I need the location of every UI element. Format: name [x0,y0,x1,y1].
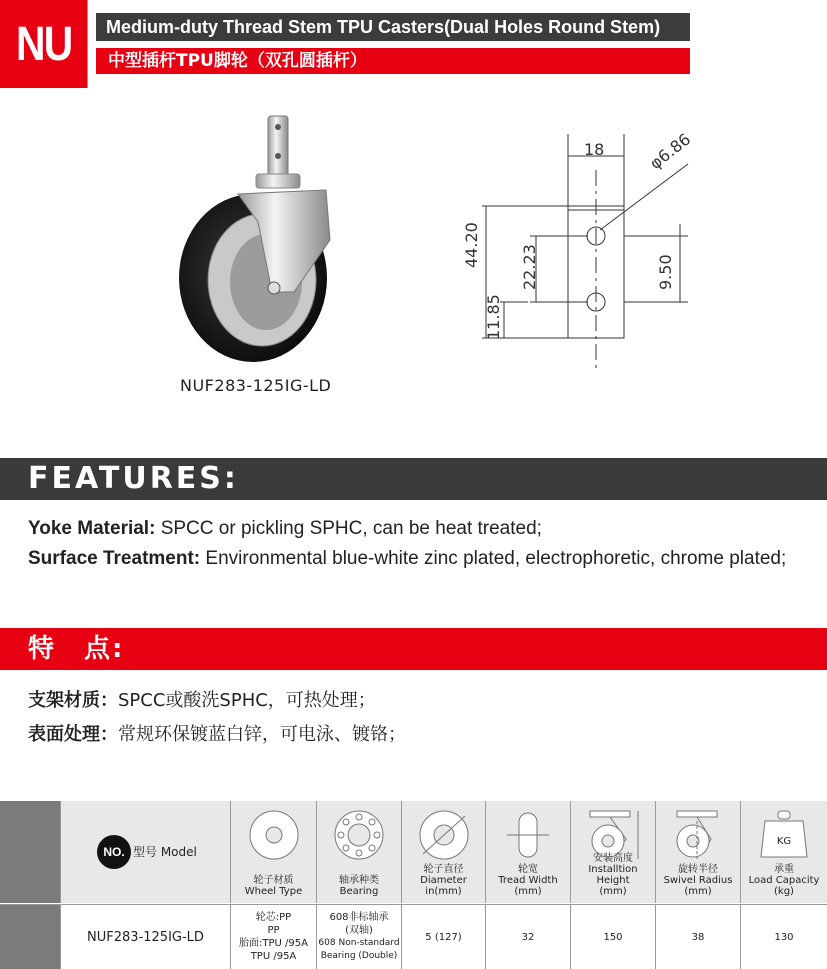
product-title-en: Medium-duty Thread Stem TPU Casters(Dual Holes Round Stem) [96,13,690,41]
row-marker-cell [0,904,61,969]
spec-table [0,801,827,969]
caster-photo [176,112,346,372]
weight-icon [753,809,815,861]
features-heading: FEATURES: [0,458,827,500]
feature-cn-surface: 表面处理：常规环保镀蓝白锌，可电泳、镀铬； [28,724,406,745]
header-model [61,801,231,903]
bearing-icon [328,809,390,861]
diameter-icon [413,809,475,861]
features-cn-heading: 特 点: [0,628,827,670]
dim-diameter-label: φ6.86 [646,129,695,173]
wheel-type-icon [243,809,305,861]
header-load: KG 承重 Load Capacity (kg) [741,801,827,903]
spec-corner-cell [0,801,61,903]
product-model-caption: NUF283-125IG-LD [180,376,332,395]
dim-bottom-label: 11.85 [484,294,503,340]
model-header-label: 型号 Model [133,845,197,859]
table-cell-bearing: 608非标轴承 (双轴) 608 Non-standard Bearing (Double) [317,904,402,969]
header-diameter: 轮子直径 Diameter in(mm) [402,801,486,903]
header-tread: 轮宽 Tread Width (mm) [486,801,571,903]
weight-icon-label: KG [776,836,792,847]
tread-width-icon [497,809,559,861]
feature-surface: Surface Treatment: Environmental blue-white zinc plated, electrophoretic, chrome plated; [28,548,787,569]
table-cell-tread: 32 [486,904,571,969]
dim-top-label: 18 [584,140,605,159]
table-cell-model: NUF283-125IG-LD [61,904,231,969]
feature-yoke: Yoke Material: SPCC or pickling SPHC, can be heat treated; [28,518,542,539]
table-cell-height: 150 [571,904,656,969]
no-badge: NO. [97,835,131,869]
table-cell-swivel: 38 [656,904,741,969]
header-height: 安装高度 Installtion Height (mm) [571,801,656,903]
header-wheel-type: 轮子材质 Wheel Type [231,801,317,903]
feature-cn-yoke: 支架材质：SPCC或酸洗SPHC，可热处理； [28,690,376,711]
header-bearing: 轴承种类 Bearing [317,801,402,903]
dim-right-label: 9.50 [656,254,675,290]
swivel-radius-icon [667,809,729,861]
brand-badge: NU [0,0,88,88]
table-cell-wheel-type: 轮芯:PP PP 胎面:TPU /95A TPU /95A [231,904,317,969]
product-title-cn: 中型插杆TPU脚轮（双孔圆插杆） [96,48,690,74]
table-cell-diameter: 5 (127) [402,904,486,969]
header-swivel: 旋转半径 Swivel Radius (mm) [656,801,741,903]
dim-spacing-label: 22.23 [520,244,539,290]
table-cell-load: 130 [741,904,827,969]
dimension-drawing [468,130,708,375]
dim-height-label: 44.20 [462,222,481,268]
